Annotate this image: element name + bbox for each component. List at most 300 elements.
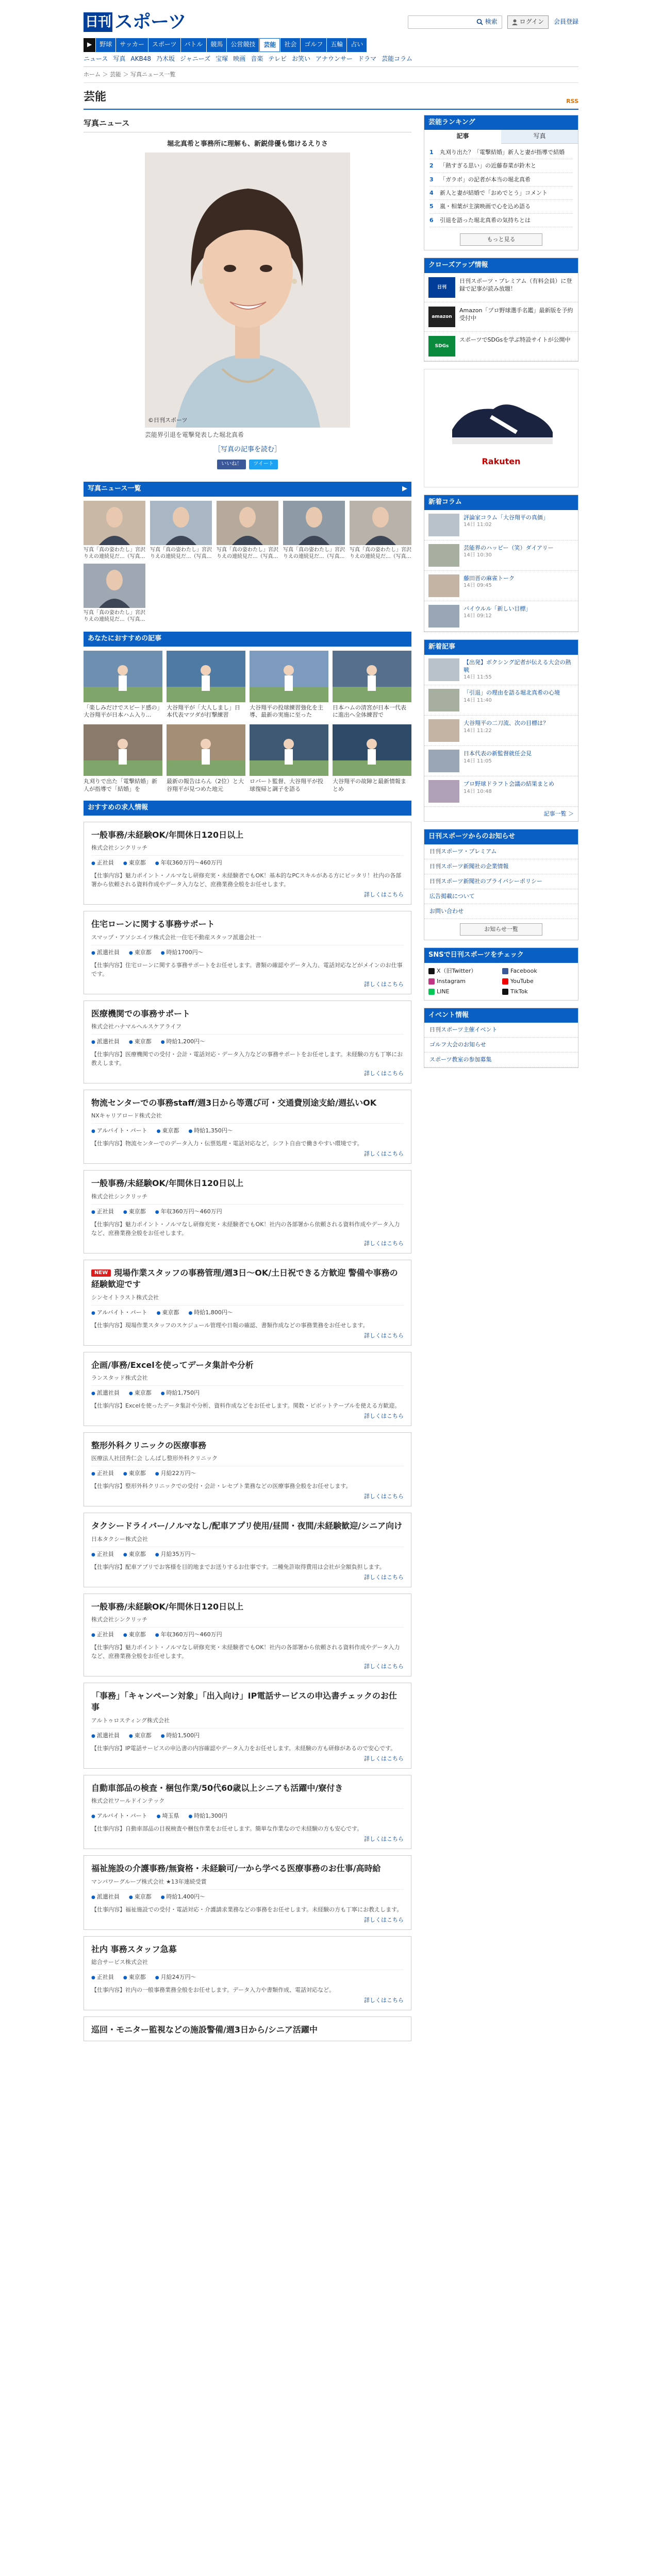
subnav-item-9[interactable]: お笑い — [292, 55, 311, 63]
job-card[interactable] — [84, 1855, 411, 1929]
ranking-text: 「ガラボ」の記者が本当の堀北真希 — [440, 176, 531, 183]
search-input[interactable] — [412, 19, 474, 26]
social-label: YouTube — [510, 977, 534, 985]
main-nav — [84, 38, 578, 52]
job-meta-item: ● 東京都 — [123, 1208, 146, 1216]
job-card[interactable] — [84, 1170, 411, 1253]
jobs-header — [84, 801, 411, 816]
news-item[interactable] — [424, 540, 578, 571]
social-link[interactable] — [428, 988, 500, 996]
job-description: 【仕事内容】社内の一般事務業務全般をお任せします。データ入力や書類作成、電話対応など。 — [91, 1986, 335, 1993]
job-title[interactable] — [91, 1097, 404, 1109]
social-link[interactable] — [428, 977, 500, 986]
recommend-image — [333, 651, 411, 702]
news-item[interactable] — [424, 510, 578, 540]
job-company: アルトゥロスティング株式会社 — [91, 1717, 170, 1724]
job-title[interactable] — [91, 1440, 404, 1451]
tab-photos[interactable]: 写真 — [501, 130, 578, 143]
main-photo[interactable] — [145, 152, 350, 428]
job-meta — [91, 855, 404, 867]
photo-thumb[interactable] — [150, 501, 212, 561]
job-company: NXキャリアロード株式会社 — [91, 1112, 162, 1120]
news-thumb — [428, 750, 459, 772]
photo-thumb[interactable] — [217, 501, 278, 561]
closeup-title: クローズアップ情報 — [428, 261, 488, 269]
column-header — [424, 495, 578, 510]
job-card[interactable] — [84, 1090, 411, 1164]
news-item[interactable] — [424, 776, 578, 807]
event-header — [424, 1008, 578, 1023]
rank-number: 2 — [429, 162, 434, 170]
ranking-item[interactable] — [429, 200, 573, 213]
job-title-text: 一般事務/未経験OK/年間休日120日以上 — [91, 829, 244, 840]
job-card[interactable] — [84, 1513, 411, 1587]
recommend-grid — [84, 647, 411, 801]
recommend-header — [84, 632, 411, 647]
notice-title: 日刊スポーツからのお知らせ — [428, 833, 516, 841]
job-more-link[interactable]: 詳しくはこちら — [364, 1240, 404, 1247]
job-company: 株式会社シンクリッチ — [91, 1193, 148, 1200]
recommend-card[interactable] — [167, 724, 245, 793]
job-meta-item: ● 年収360万円〜460万円 — [155, 1631, 222, 1639]
job-title-text: 現場作業スタッフの事務管理/週3日〜OK/土日祝できる方歓迎 警備や事務の経験歓迎です — [91, 1267, 398, 1290]
social-label: Facebook — [510, 967, 537, 974]
news-thumb — [428, 719, 459, 742]
news-title: 日本代表の新監督就任会見 — [464, 750, 532, 757]
job-more-link[interactable]: 詳しくはこちら — [364, 1070, 404, 1077]
photo-thumbnail-grid — [84, 497, 411, 632]
closeup-list — [424, 273, 578, 361]
recommend-title: 大谷翔平が「大人しまし」日本代表マツダが打撃練習 — [167, 704, 240, 719]
closeup-text: スポーツでSDGsを学ぶ特設サイトが公開中 — [459, 336, 571, 343]
rank-number: 1 — [429, 148, 434, 156]
event-list — [424, 1023, 578, 1067]
recommend-title: 最新の報告はらん（2位）と大谷翔平が見つめた地元 — [167, 778, 244, 793]
login-button[interactable] — [507, 15, 549, 28]
social-label: LINE — [437, 988, 450, 995]
job-title[interactable] — [91, 1863, 404, 1874]
thumb-caption: 写真「真の姿わたし」宮沢りえの連続見だ...（写真… — [84, 609, 145, 623]
news-thumb — [428, 514, 459, 536]
read-article-link[interactable]: ［写真の記事を読む］ — [213, 445, 281, 453]
job-meta-item: ● 時給1,350円〜 — [189, 1127, 233, 1135]
job-meta — [91, 1034, 404, 1046]
nav-item-7[interactable]: 社会 — [280, 38, 300, 52]
news-thumb — [428, 574, 459, 597]
news-date: 14日 09:45 — [464, 583, 492, 589]
recommend-title: 日本ハムの清宮が日本一代表に進出へ全体練習で — [333, 704, 406, 719]
job-title-text: 自動車部品の検査・梱包作業/50代60歳以上シニアも活躍中/寮付き — [91, 1783, 343, 1793]
ranking-text: 丸刈り出た？「電撃結婚」新人と妻が指導で結婚 — [440, 148, 565, 156]
thumb-caption: 写真「真の姿わたし」宮沢りえの連続見だ...（写真… — [84, 547, 145, 560]
recommend-card[interactable] — [333, 724, 411, 793]
job-card[interactable] — [84, 1352, 411, 1426]
job-title[interactable] — [91, 2024, 404, 2036]
job-meta — [91, 1123, 404, 1135]
job-more-link[interactable]: 詳しくはこちら — [364, 980, 404, 988]
news-item[interactable] — [424, 685, 578, 716]
job-more-link[interactable]: 詳しくはこちら — [364, 1150, 404, 1158]
job-company: 株式会社シンクリッチ — [91, 844, 148, 852]
tab-articles[interactable]: 記事 — [424, 130, 501, 143]
photo-caption: 芸能界引退を電撃発表した堀北真希 — [145, 431, 244, 439]
search-icon[interactable] — [476, 19, 483, 25]
job-card[interactable] — [84, 1260, 411, 1346]
recommend-card[interactable] — [84, 651, 162, 720]
job-title-text: 物流センターでの事務staff/週3日から等選び可・交通費別途支給/週払いOK — [91, 1098, 377, 1108]
closeup-item[interactable] — [424, 332, 578, 361]
social-icon — [428, 989, 435, 995]
subnav-item-10[interactable]: アナウンサー — [316, 55, 353, 63]
job-meta-item: ● 東京都 — [123, 1973, 146, 1981]
job-more-link[interactable]: 詳しくはこちら — [364, 1996, 404, 2004]
news-text — [464, 719, 549, 742]
job-card[interactable] — [84, 1775, 411, 1849]
ranking-text: 新人と妻が結婚で「おめでとう」コメント — [440, 190, 548, 197]
job-card[interactable] — [84, 1936, 411, 2010]
closeup-item[interactable] — [424, 273, 578, 302]
social-header — [424, 948, 578, 963]
job-meta-item: ● 東京都 — [123, 1469, 146, 1478]
job-meta-item: ● 時給1,800円〜 — [189, 1309, 233, 1317]
job-card[interactable] — [84, 2016, 411, 2041]
job-more-link[interactable]: 詳しくはこちら — [364, 1332, 404, 1339]
thumb-caption: 写真「真の姿わたし」宮沢りえの連続見だ...（写真… — [217, 547, 278, 560]
ranking-item[interactable] — [429, 214, 573, 227]
news-title: プロ野球ドラフト会議の結果まとめ — [464, 781, 554, 788]
social-icon — [428, 968, 435, 974]
job-more-link[interactable]: 詳しくはこちら — [364, 891, 404, 899]
subnav-item-5[interactable]: 宝塚 — [216, 55, 228, 63]
nav-item-2[interactable]: スポーツ — [148, 38, 180, 52]
social-link[interactable] — [502, 977, 574, 986]
news-text — [464, 514, 549, 536]
social-icon — [502, 978, 508, 985]
notice-item[interactable]: お問い合わせ — [424, 904, 578, 919]
closeup-item[interactable] — [424, 302, 578, 332]
job-meta-item: ● 東京都 — [129, 1038, 152, 1046]
photo-thumb[interactable] — [350, 501, 411, 561]
job-more-link[interactable]: 詳しくはこちら — [364, 1493, 404, 1500]
logo-mark: 日刊 — [84, 12, 112, 32]
news-text — [464, 605, 531, 628]
notice-more-button[interactable]: お知らせ一覧 — [460, 923, 542, 936]
nav-item-9[interactable]: 五輪 — [327, 38, 346, 52]
social-link[interactable] — [502, 988, 574, 996]
share-buttons — [84, 460, 411, 469]
news-thumb — [428, 544, 459, 567]
photo-thumb[interactable] — [84, 501, 145, 561]
news-date: 14日 11:05 — [464, 758, 492, 764]
news-item[interactable] — [424, 716, 578, 746]
nav-item-6[interactable]: 芸能 — [259, 38, 280, 52]
notice-item[interactable]: 広告掲載について — [424, 889, 578, 904]
event-item[interactable]: ゴルフ大会のお知らせ — [424, 1038, 578, 1053]
recommend-card[interactable] — [250, 724, 328, 793]
job-list — [84, 822, 411, 2041]
job-title[interactable] — [91, 1267, 404, 1291]
notice-item[interactable]: 日刊スポーツ・プレミアム — [424, 844, 578, 859]
job-title[interactable] — [91, 1178, 404, 1189]
job-card[interactable] — [84, 1683, 411, 1769]
subnav-item-11[interactable]: ドラマ — [358, 55, 377, 63]
thumb-image — [84, 501, 145, 545]
job-meta-item: ● アルバイト・パート — [91, 1127, 147, 1135]
shoe-ad[interactable] — [424, 369, 578, 487]
news-date: 14日 11:22 — [464, 727, 492, 734]
job-description: 【仕事内容】福祉施設での受付・電話対応・介護請求業務などの事務をお任せします。未経験の方も丁寧にお教えします。 — [91, 1906, 403, 1913]
news-date: 14日 11:40 — [464, 697, 492, 703]
rank-number: 4 — [429, 190, 434, 197]
job-title-text: 医療機関での事務サポート — [91, 1008, 191, 1019]
news-text — [464, 689, 560, 711]
job-title[interactable] — [91, 1690, 404, 1714]
job-title-text: 一般事務/未経験OK/年間休日120日以上 — [91, 1601, 244, 1612]
recommend-title: あなたにおすすめの記事 — [88, 634, 162, 642]
subnav-item-7[interactable]: 音楽 — [251, 55, 263, 63]
job-more-link[interactable]: 詳しくはこちら — [364, 1413, 404, 1419]
job-company: 株式会社ワールドインテック — [91, 1798, 165, 1805]
job-meta-item: ● 時給1700円〜 — [161, 948, 204, 957]
news-text — [464, 544, 554, 567]
site-logo[interactable] — [84, 9, 186, 36]
job-company: シンセイトラスト株式会社 — [91, 1294, 159, 1301]
job-description: 【仕事内容】整形外科クリニックでの受付・会計・レセプト業務などの医療事務全般をお任せします。 — [91, 1483, 352, 1490]
job-title-text: 一般事務/未経験OK/年間休日120日以上 — [91, 1178, 244, 1189]
job-card[interactable] — [84, 1432, 411, 1506]
recommend-card[interactable] — [250, 651, 328, 720]
sneaker-image — [444, 388, 558, 450]
ranking-item[interactable] — [429, 173, 573, 187]
job-more-link[interactable]: 詳しくはこちら — [364, 1663, 404, 1670]
social-icon — [428, 978, 435, 985]
subnav-item-6[interactable]: 映画 — [233, 55, 246, 63]
social-link[interactable] — [428, 967, 500, 975]
news-date: 14日 11:55 — [464, 674, 492, 681]
closeup-logo: 日刊 — [428, 277, 455, 298]
subnav-item-4[interactable]: ジャニーズ — [180, 55, 211, 63]
ranking-item[interactable] — [429, 159, 573, 173]
news-item[interactable] — [424, 601, 578, 632]
event-item[interactable]: スポーツ教室の参加募集 — [424, 1053, 578, 1067]
job-title-text: 住宅ローンに関する事務サポート — [91, 919, 215, 929]
news-thumb — [428, 605, 459, 628]
job-meta-item: ● 埼玉県 — [157, 1812, 179, 1820]
recommend-card[interactable] — [333, 651, 411, 720]
news-text — [464, 750, 532, 772]
job-description: 【仕事内容】現場作業スタッフのスケジュール管理や日報の確認、書類作成などの事務業務をお任せします。 — [91, 1321, 369, 1329]
job-card[interactable] — [84, 1001, 411, 1083]
event-item[interactable]: 日刊スポーツ主催イベント — [424, 1023, 578, 1038]
job-meta — [91, 1466, 404, 1478]
column-box — [424, 495, 578, 632]
ranking-tabs — [424, 130, 578, 143]
job-description: 【仕事内容】物流センターでのデータ入力・伝票処理・電話対応など。シフト自由で働きやすい環境です。 — [91, 1140, 363, 1147]
job-title-text: 福祉施設の介護事務/無資格・未経験可/一から学べる医療事務のお仕事/高時給 — [91, 1863, 381, 1874]
news-text — [464, 658, 574, 682]
column-list — [424, 510, 578, 632]
chevron-right-icon: ▶ — [402, 484, 407, 493]
job-more-link[interactable]: 詳しくはこちら — [364, 1573, 404, 1581]
job-card[interactable] — [84, 822, 411, 905]
photo-list-title: 写真ニュース一覧 — [88, 484, 141, 493]
section-title: 写真ニュース — [84, 115, 411, 133]
job-meta-item: ● 東京都 — [129, 1732, 152, 1740]
logo-text: スポーツ — [114, 11, 186, 32]
news-item[interactable] — [424, 655, 578, 686]
job-title-text: 社内 事務スタッフ急募 — [91, 1944, 177, 1954]
nav-item-1[interactable]: サッカー — [116, 38, 148, 52]
job-description: 【仕事内容】魅力ポイント・ノルマなし研修充実・未経験者でもOK！基本的なPCスキルがある方にピッタリ！社内の各部署から依頼される資料作成やデータ入力など、庶務業務全般をお任せします。 — [91, 872, 402, 888]
search-box[interactable] — [408, 15, 502, 28]
new-badge: NEW — [91, 1269, 111, 1277]
latest-more-link[interactable]: 記事一覧 ＞ — [543, 810, 574, 818]
search-label[interactable]: 検索 — [485, 18, 498, 26]
nav-item-4[interactable]: 競馬 — [207, 38, 226, 52]
rss-link[interactable]: RSS — [566, 97, 578, 105]
job-more-link[interactable]: 詳しくはこちら — [364, 1755, 404, 1762]
job-title[interactable] — [91, 1360, 404, 1371]
ranking-title: 芸能ランキング — [428, 118, 475, 126]
notice-list — [424, 844, 578, 919]
social-label: TikTok — [510, 988, 528, 995]
job-meta — [91, 1547, 404, 1558]
recommend-image — [250, 724, 328, 776]
news-item[interactable] — [424, 571, 578, 601]
job-meta-item: ● 年収360万円〜460万円 — [155, 859, 222, 867]
recommend-title: 大谷翔平の故障と最新情報まとめ — [333, 778, 406, 793]
nav-item-0[interactable]: 野球 — [96, 38, 115, 52]
event-title: イベント情報 — [428, 1011, 469, 1019]
jobs-title: おすすめの求人情報 — [88, 804, 148, 811]
recommend-image — [84, 651, 162, 702]
job-company: 日本タクシー株式会社 — [91, 1535, 148, 1543]
notice-item[interactable]: 日刊スポーツ新聞社のプライバシーポリシー — [424, 874, 578, 889]
ranking-item[interactable] — [429, 187, 573, 200]
photo-title: 堀北真希と事務所に理解も、新鋭俳優も惚けるえりさ — [167, 140, 328, 148]
subnav-item-0[interactable]: ニュース — [84, 55, 108, 63]
job-more-link[interactable]: 詳しくはこちら — [364, 1836, 404, 1843]
job-meta-item: ● 東京都 — [129, 1389, 152, 1397]
news-date: 14日 09:12 — [464, 613, 492, 619]
news-date: 14日 11:02 — [464, 522, 492, 528]
sub-nav — [84, 52, 578, 66]
job-description: 【仕事内容】魅力ポイント・ノルマなし研修充実・未経験者でもOK！社内の各部署から依頼される資料作成やデータ入力など、庶務業務全般をお任せします。 — [91, 1221, 400, 1236]
news-title: 「引退」の理由を語る堀北真希の心境 — [464, 689, 560, 697]
thumb-caption: 写真「真の姿わたし」宮沢りえの連続見だ...（写真… — [150, 547, 212, 560]
job-title[interactable] — [91, 829, 404, 841]
social-box — [424, 947, 578, 1001]
member-register-link[interactable]: 会員登録 — [553, 18, 578, 26]
thumb-image — [217, 501, 278, 545]
tweet-button[interactable]: ツイート — [249, 460, 278, 469]
job-title[interactable] — [91, 919, 404, 930]
news-date: 14日 10:30 — [464, 552, 492, 558]
subnav-item-3[interactable]: 乃木坂 — [156, 55, 175, 63]
thumb-caption: 写真「真の姿わたし」宮沢りえの連続見だ...（写真… — [350, 547, 411, 560]
recommend-title: 大谷翔平の投球練習強化を主導、最新の実施に至った — [250, 704, 323, 719]
job-meta-item: ● アルバイト・パート — [91, 1812, 147, 1820]
job-title[interactable] — [91, 1008, 404, 1020]
photo-thumb[interactable] — [84, 564, 145, 623]
closeup-logo: amazon — [428, 307, 455, 327]
latest-list — [424, 655, 578, 807]
nav-item-3[interactable]: バトル — [181, 38, 207, 52]
subnav-item-1[interactable]: 写真 — [113, 55, 126, 63]
news-text — [464, 780, 554, 803]
recommend-card[interactable] — [167, 651, 245, 720]
ranking-item[interactable] — [429, 146, 573, 159]
job-meta-item: ● 派遣社員 — [91, 1038, 120, 1046]
job-title[interactable] — [91, 1783, 404, 1794]
subnav-item-2[interactable]: AKB48 — [130, 55, 152, 63]
social-link[interactable] — [502, 967, 574, 975]
news-title: 評論家コラム「大谷翔平の真価」 — [464, 514, 549, 521]
ranking-more-button[interactable]: もっと見る — [460, 233, 542, 246]
job-description: 【仕事内容】医療機関での受付・会計・電話対応・データ入力などの事務サポートをお任せします。未経験の方も丁寧にお教えします。 — [91, 1051, 403, 1067]
page-header — [84, 83, 578, 110]
job-meta-item: ● 時給1,750円 — [161, 1389, 200, 1397]
closeup-text: Amazon「プロ野球選手名鑑」最新版を予約受付中 — [459, 307, 573, 322]
user-icon — [512, 19, 518, 25]
job-meta-item: ● 東京都 — [123, 859, 146, 867]
job-company: マンパワーグループ株式会社 ★13年連続受賞 — [91, 1878, 207, 1885]
job-card[interactable] — [84, 911, 411, 994]
job-meta-item: ● 東京都 — [157, 1309, 179, 1317]
job-meta-item: ● 正社員 — [91, 1631, 114, 1639]
job-meta — [91, 1204, 404, 1216]
job-meta — [91, 945, 404, 957]
job-title[interactable] — [91, 1520, 404, 1532]
site-header — [84, 0, 578, 35]
facebook-like-button[interactable]: いいね！ — [217, 460, 246, 469]
photo-list-header — [84, 482, 411, 497]
photo-thumb[interactable] — [283, 501, 345, 561]
job-title[interactable] — [91, 1944, 404, 1955]
job-meta — [91, 1385, 404, 1397]
news-text — [464, 574, 515, 597]
nav-item-5[interactable]: 公営競技 — [227, 38, 259, 52]
job-meta-item: ● 時給1,200円〜 — [161, 1038, 205, 1046]
ranking-text: 引退を語った堀北真希の気持ちとは — [440, 216, 531, 224]
news-item[interactable] — [424, 746, 578, 776]
subnav-item-8[interactable]: テレビ — [268, 55, 287, 63]
subnav-item-12[interactable]: 芸能コラム — [382, 55, 412, 63]
closeup-text: 日刊スポーツ・プレミアム（有料会員）に登録で記事が読み放題！ — [459, 277, 572, 293]
job-meta-item: ● 時給1,500円 — [161, 1732, 200, 1740]
recommend-title: 丸刈りで出た「電撃結婚」新人が指導で「結婚」を — [84, 778, 157, 793]
job-meta — [91, 1808, 404, 1820]
notice-item[interactable]: 日刊スポーツ新聞社の企業情報 — [424, 859, 578, 874]
nav-item-8[interactable]: ゴルフ — [301, 38, 326, 52]
recommend-card[interactable] — [84, 724, 162, 793]
latest-header — [424, 640, 578, 655]
job-title-text: タクシードライバー/ノルマなし/配車アプリ使用/昼間・夜間/未経験歓迎/シニア向け — [91, 1521, 403, 1531]
social-label: X（旧Twitter） — [437, 967, 477, 974]
shop-brand: Rakuten — [482, 456, 521, 467]
job-more-link[interactable]: 詳しくはこちら — [364, 1916, 404, 1923]
job-title[interactable] — [91, 1601, 404, 1613]
job-meta-item: ● 正社員 — [91, 1469, 114, 1478]
nav-item-10[interactable]: 占い — [347, 38, 367, 52]
job-card[interactable] — [84, 1594, 411, 1676]
job-meta-item: ● 派遣社員 — [91, 1893, 120, 1901]
job-meta — [91, 1627, 404, 1639]
latest-title: 新着記事 — [428, 642, 456, 651]
news-title: 大谷翔平の二刀流、次の目標は？ — [464, 720, 549, 727]
job-description: 【仕事内容】配車アプリでお客様を目的地までお送りするお仕事です。二種免許取得費用は会社が全額負担します。 — [91, 1563, 385, 1570]
job-company: 総合サービス株式会社 — [91, 1958, 148, 1965]
